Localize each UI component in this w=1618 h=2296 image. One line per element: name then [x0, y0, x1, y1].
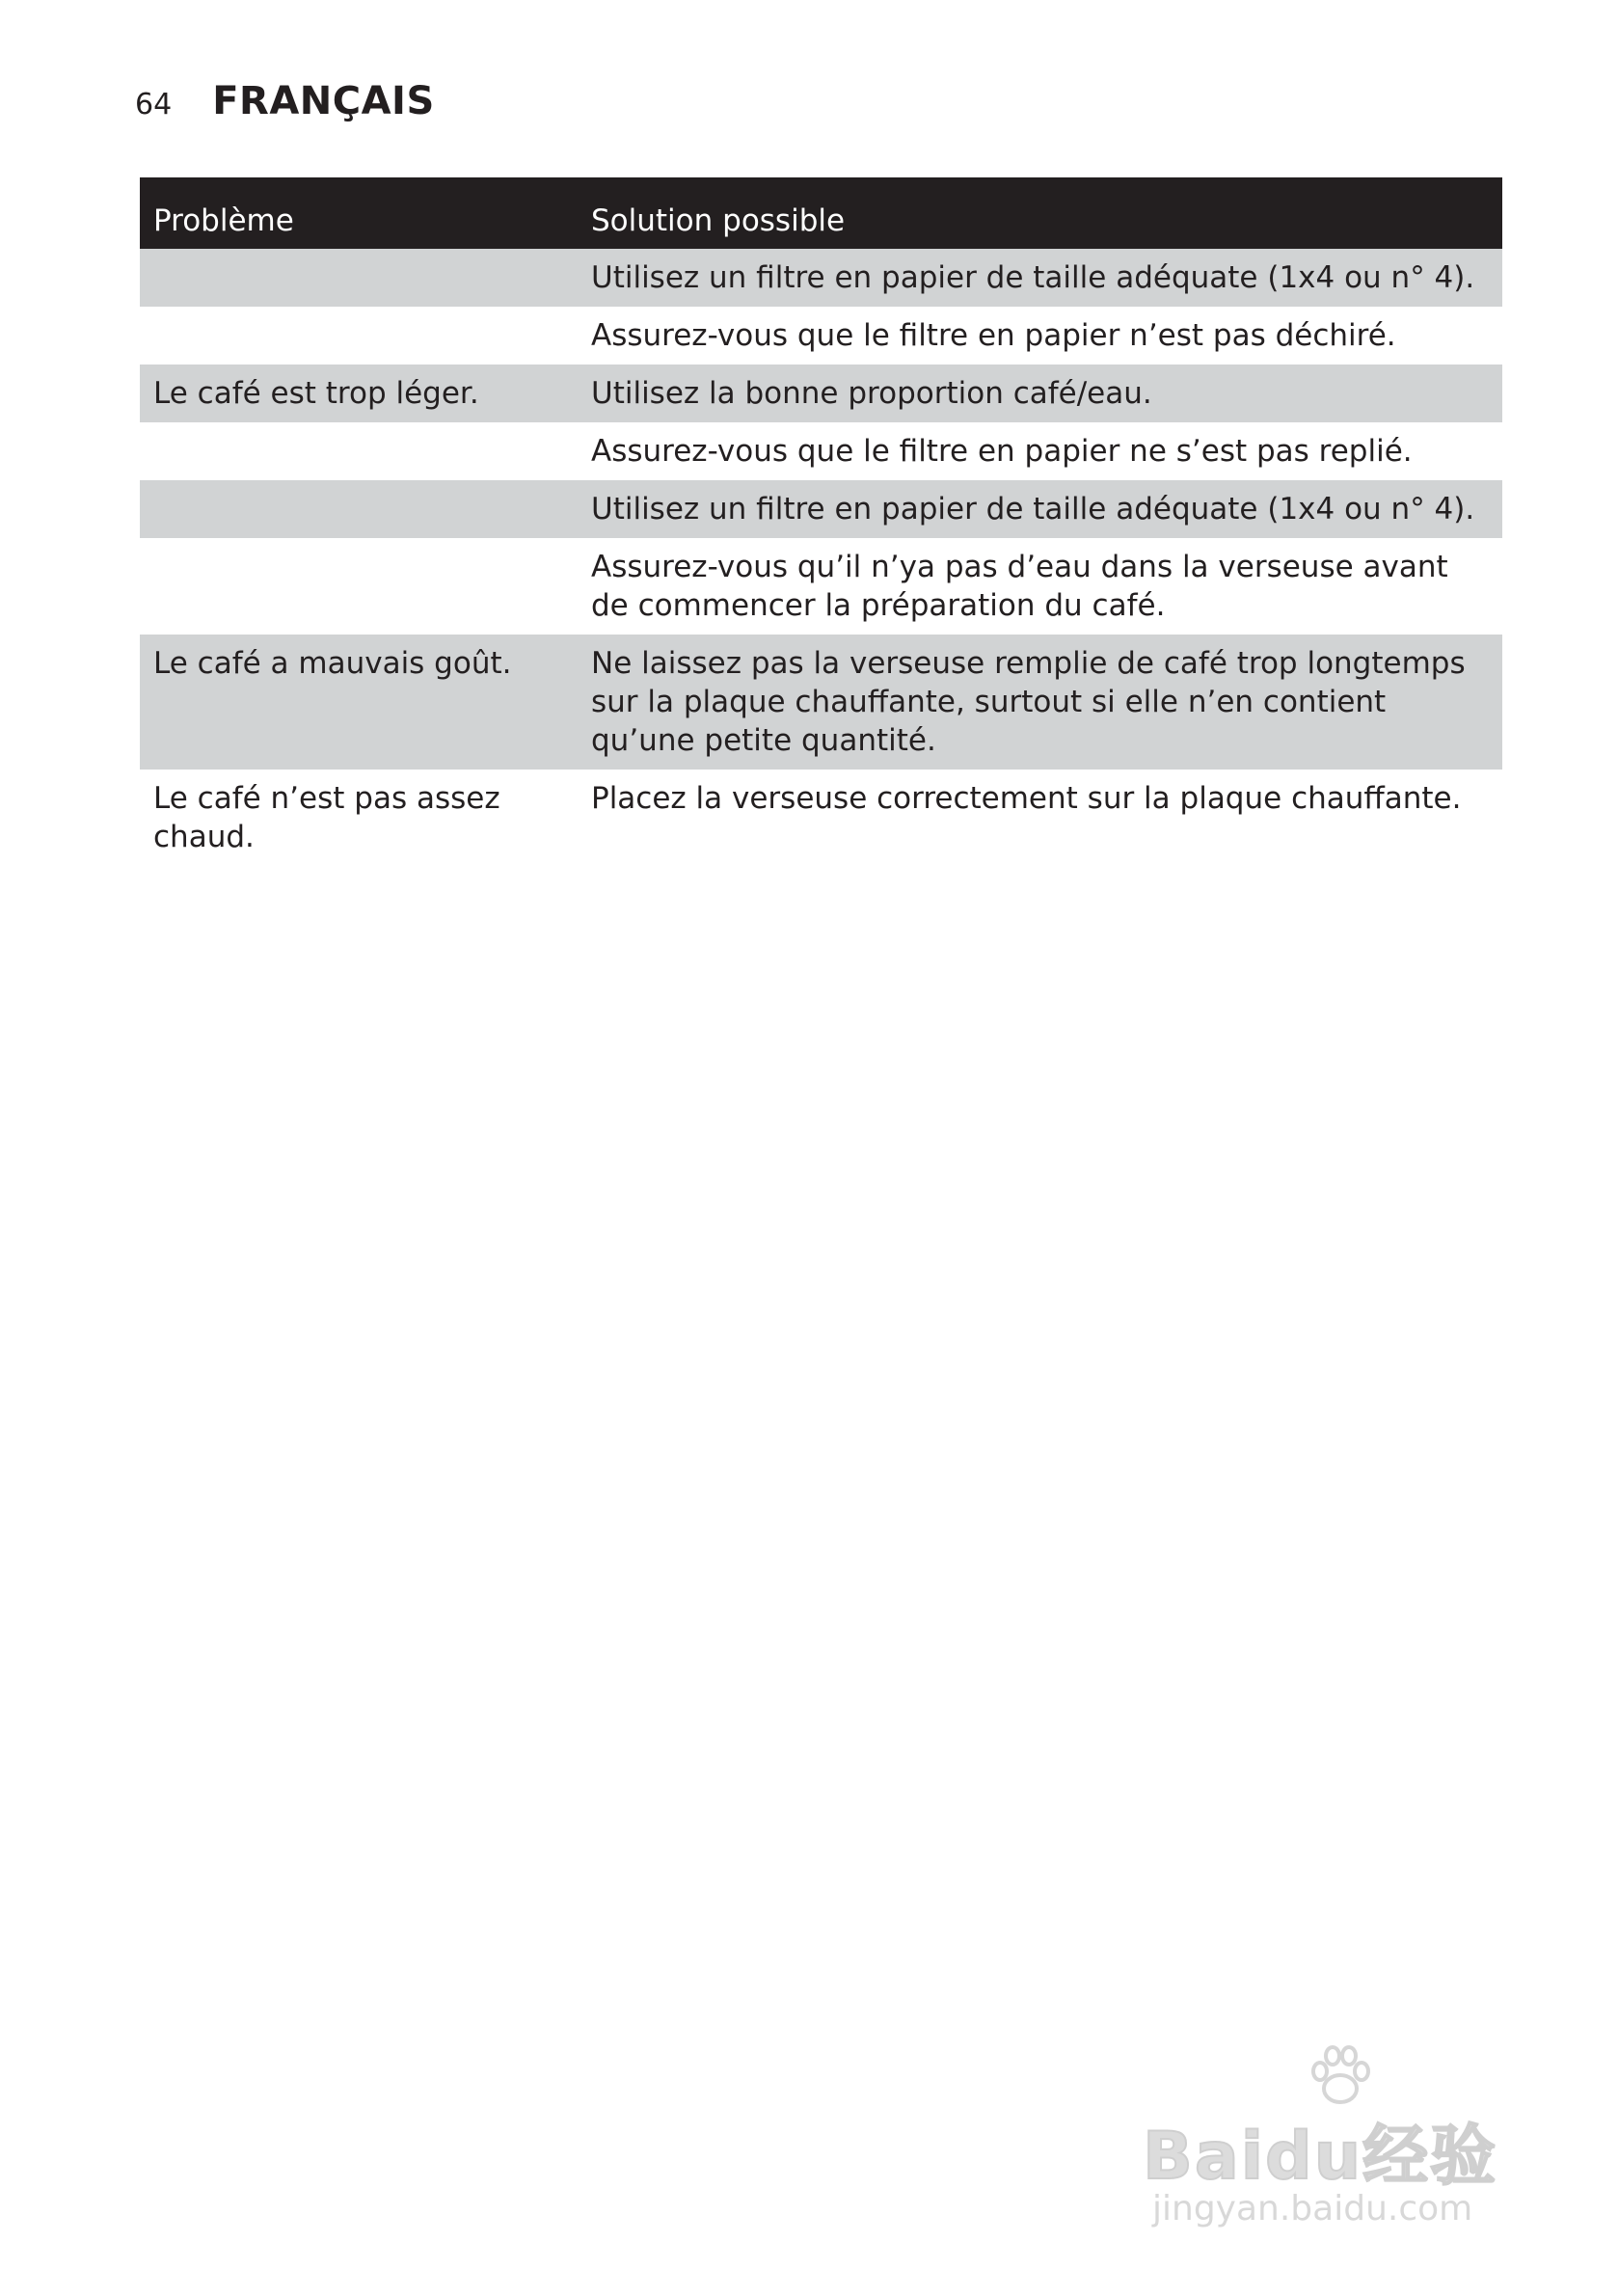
column-header-solution: Solution possible	[578, 177, 1502, 249]
paw-icon	[1307, 2044, 1374, 2112]
solution-cell: Ne laissez pas la verseuse remplie de café trop longtemps sur la plaque chauffante, surtout si elle n’en contient qu’une petite quantité.	[578, 635, 1502, 770]
solution-cell: Assurez-vous qu’il n’ya pas d’eau dans la verseuse avant de commencer la préparation du café.	[591, 550, 1448, 623]
solution-cell: Placez la verseuse correctement sur la plaque chauffante.	[591, 781, 1462, 816]
problem-cell	[140, 249, 578, 307]
watermark-brand: Baidu经验	[1143, 2119, 1498, 2195]
solution-cell: Assurez-vous que le filtre en papier ne s’est pas replié.	[591, 434, 1413, 469]
problem-cell: Le café est trop léger.	[140, 365, 578, 422]
troubleshooting-table	[140, 177, 1502, 866]
solution-cell: Assurez-vous que le filtre en papier n’est pas déchiré.	[591, 318, 1396, 353]
section-title: FRANÇAIS	[212, 79, 435, 123]
table-row	[140, 770, 1502, 866]
problem-cell	[140, 538, 578, 635]
table-row	[140, 307, 1502, 365]
table-row	[140, 365, 1502, 422]
problem-cell: Le café n’est pas assez chaud.	[153, 781, 500, 854]
watermark-url: jingyan.baidu.com	[1152, 2189, 1473, 2228]
table-header-row	[140, 177, 1502, 249]
page-header	[135, 79, 435, 127]
problem-cell	[140, 422, 578, 480]
table-row	[140, 422, 1502, 480]
table-row	[140, 538, 1502, 635]
problem-cell	[140, 307, 578, 365]
baidu-watermark	[1143, 2044, 1528, 2237]
table-row	[140, 480, 1502, 538]
solution-cell: Utilisez un filtre en papier de taille adéquate (1x4 ou n° 4).	[578, 480, 1502, 538]
problem-cell	[140, 480, 578, 538]
problem-cell: Le café a mauvais goût.	[140, 635, 578, 770]
solution-cell: Utilisez la bonne proportion café/eau.	[578, 365, 1502, 422]
page-number: 64	[135, 88, 173, 122]
solution-cell: Utilisez un filtre en papier de taille adéquate (1x4 ou n° 4).	[578, 249, 1502, 307]
table-row	[140, 635, 1502, 770]
table-row	[140, 249, 1502, 307]
column-header-problem: Problème	[140, 177, 578, 249]
